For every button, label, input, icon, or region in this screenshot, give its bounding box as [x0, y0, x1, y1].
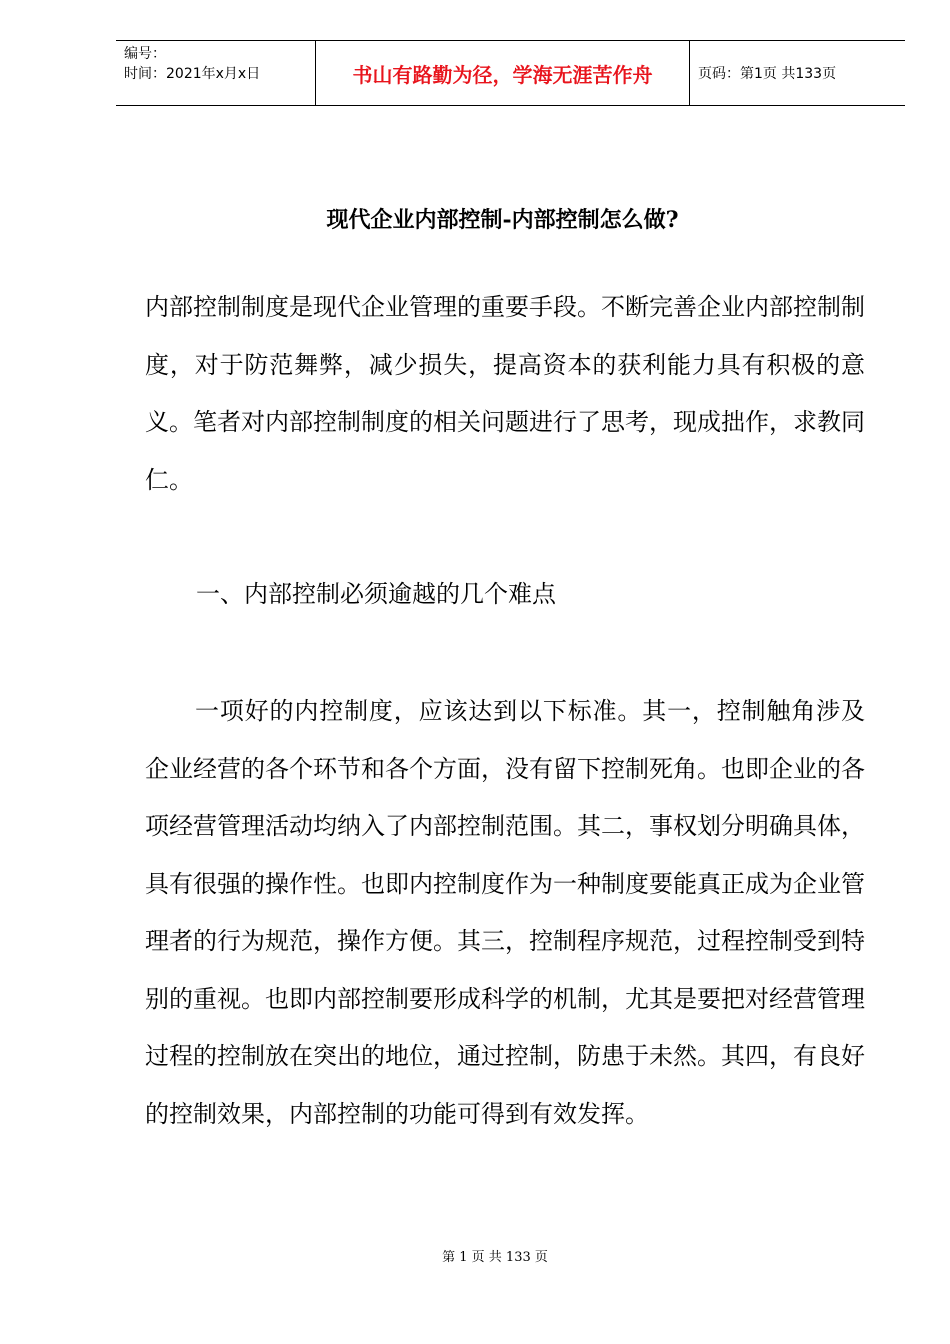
page-header	[116, 40, 905, 106]
header-page-info: 页码：第1页 共133页	[698, 66, 837, 82]
header-page-cell	[690, 41, 905, 105]
header-meta-cell	[116, 41, 316, 105]
paragraph-standards: 一项好的内控制度，应该达到以下标准。其一，控制触角涉及企业经营的各个环节和各个方面，没有留下控制死角。也即企业的各项经营管理活动均纳入了内部控制范围。其二，事权划分明确具体，具有很强的操作性。也即内控制度作为一种制度要能真正成为企业管理者的行为规范，操作方便。其三，控制程序规范，过程控制受到特别的重视。也即内部控制要形成科学的机制，尤其是要把对经营管理过程的控制放在突出的地位，通过控制，防患于未然。其四，有良好的控制效果，内部控制的功能可得到有效发挥。	[145, 697, 865, 1128]
header-motto-cell	[316, 41, 690, 105]
document-number-label: 编号：	[124, 46, 166, 62]
document-time-label: 时间：2021年x月x日	[124, 66, 261, 82]
section-heading: 一、内部控制必须逾越的几个难点	[196, 580, 556, 608]
page-footer: 第 1 页 共 133 页	[442, 1250, 548, 1265]
document-title: 现代企业内部控制-内部控制怎么做?	[326, 207, 679, 233]
paragraph-intro: 内部控制制度是现代企业管理的重要手段。不断完善企业内部控制制度，对于防范舞弊，减少损失，提高资本的获利能力具有积极的意义。笔者对内部控制制度的相关问题进行了思考，现成拙作，求教同仁。	[145, 293, 865, 494]
header-motto: 书山有路勤为径，学海无涯苦作舟	[352, 62, 653, 87]
